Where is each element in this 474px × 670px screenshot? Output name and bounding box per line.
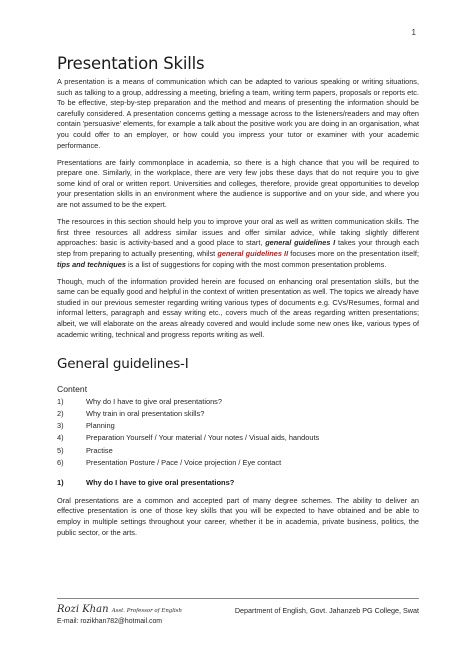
list-item: 1) Why do I have to give oral presentations? xyxy=(57,397,222,407)
intro-paragraph-3 xyxy=(57,217,419,270)
page-number: 1 xyxy=(411,28,416,37)
list-item: 2) Why train in oral presentation skills? xyxy=(57,409,205,419)
list-item: 4) Preparation Yourself / Your material / Your notes / Visual aids, handouts xyxy=(57,433,320,443)
author-role: Asst. Professor of English xyxy=(111,608,182,614)
author-signature: Rozi Khan Asst. Professor of English xyxy=(57,604,182,615)
list-item: 3) Planning xyxy=(57,421,115,431)
intro-paragraph-1: A presentation is a means of communication which can be adapted to various speaking or writing situations, such as talking to a group, addressing a meeting, briefing a team, writing term papers, proposals or reports etc. To be effective, step-by-step preparation and the method and means of presenting the information should be carefully considered. A presentation concerns getting a message across to the listeners/readers and may often contain 'persuasive' elements, for example a talk about the positive work you are doing in an organisation, what you could offer to an employer, or how could you impress your tutor or examiner with your academic performance. xyxy=(57,77,419,150)
author-email: E-mail: rozikhan782@hotmail.com xyxy=(57,618,163,625)
list-item: 6) Presentation Posture / Pace / Voice projection / Eye contact xyxy=(57,457,282,467)
p3-text-d: focuses more on the presentation itself; xyxy=(288,248,419,258)
intro-paragraph-4: Though, much of the information provided herein are focused on enhancing oral presentation skills, but the same can be equally good and helpful in the context of written presentation as well. The topics we already have studied in our previous semester regarding writing various types of documents e.g. CVs/Resumes, formal and informal letters, paragraph and essay writing etc., covers much of the areas regarding written presentations; albeit, we will elaborate on the areas already covered and would include some new ones like, various types of academic writing, technical and progress reports writing as well. xyxy=(57,276,419,339)
question-1-body: Oral presentations are a common and accepted part of many degree schemes. The ability to deliver an effective presentation is one of those key skills that you will be expected to have obtained and be able to employ in multiple settings throughout your career, whether it be in academia, private business, politics, the public sector, or the arts. xyxy=(57,495,419,537)
general-guidelines-2-link[interactable]: general guidelines II xyxy=(217,248,289,258)
intro-paragraph-2: Presentations are fairly commonplace in academia, so there is a high chance that you will be required to prepare one. Similarly, in the workplace, there are very few jobs these days that do not require you to give some kind of oral or written report. Universities and colleges, therefore, provide great opportunities to develop your presentation skills in an environment where the audience is supportive and on your side, and where you are not assumed to be the expert. xyxy=(57,157,419,210)
section-heading: General guidelines-I xyxy=(57,356,189,373)
list-item: 5) Practise xyxy=(57,445,113,455)
document-body xyxy=(57,54,419,545)
content-label: Content xyxy=(57,384,88,395)
page-title: Presentation Skills xyxy=(57,54,205,73)
p3-text-e: is a list of suggestions for coping with the most common presentation problems. xyxy=(125,259,387,269)
question-1-heading: 1) Why do I have to give oral presentations? xyxy=(57,477,235,487)
content-list xyxy=(57,396,419,469)
p3-text-a: The resources in this section should help you to improve your oral as well as written communication skills. The first three resources all address similar issues and offer similar advice, while taking slightly different approaches: basic is activity-based and a good place to start, xyxy=(57,217,419,248)
general-guidelines-1-emphasis: general guidelines I xyxy=(265,238,336,248)
p3-text-c: takes your through each step from preparing to actually presenting, whilst xyxy=(57,238,419,258)
tips-and-techniques-emphasis: tips and techniques xyxy=(57,259,126,269)
department-text: Department of English, Govt. Jahanzeb PG College, Swat xyxy=(234,606,419,615)
page-footer xyxy=(57,598,419,625)
